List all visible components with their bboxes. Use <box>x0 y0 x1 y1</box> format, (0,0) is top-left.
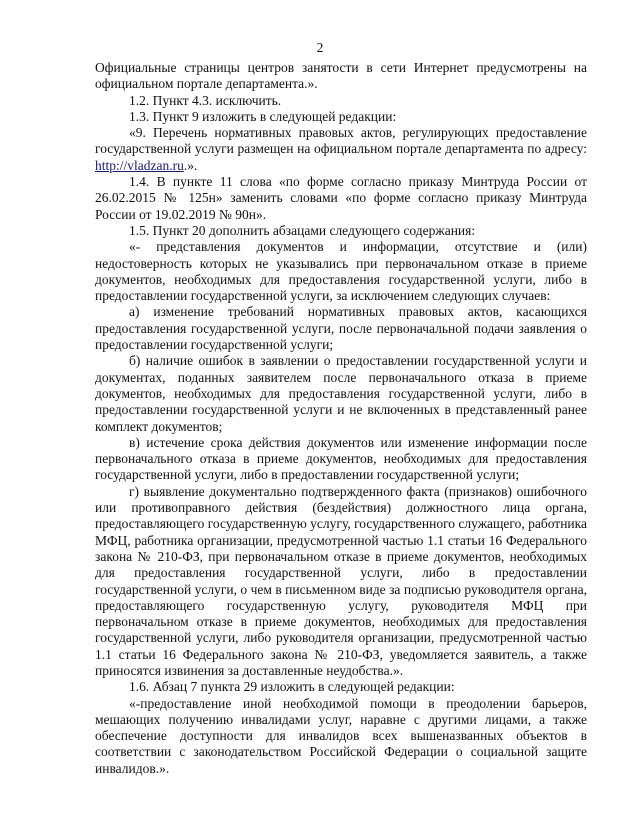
paragraph-case-b: б) наличие ошибок в заявлении о предоставлении государственной услуги и документах, поданных заявителем после первоначального отказа в приеме документов, необходимых для предоставления государственной услуги, либо в предоставлении государственной услуги и не включенных в представленный ранее комплект документов; <box>95 353 587 434</box>
item-9-suffix: .». <box>183 157 198 173</box>
paragraph-1-2: 1.2. Пункт 4.3. исключить. <box>129 92 282 108</box>
paragraph-case-v: в) истечение срока действия документов или изменение информации после первоначального отказа в приеме документов, необходимых для предоставления государственной услуги, либо в предоставлении государственной услуги; <box>95 434 587 483</box>
document-body <box>95 60 587 777</box>
paragraph-case-g: г) выявление документально подтвержденного факта (признаков) ошибочного или противоправного действия (бездействия) должностного лица органа, предоставляющего государственную услугу, государственного служащего, работника МФЦ, работника организации, предусмотренной частью 1.1 статьи 16 Федерального закона № 210-ФЗ, при первоначальном отказе в приеме документов, необходимых для предоставления государственной услуги, либо в предоставлении государственной услуги, о чем в письменном виде за подписью руководителя органа, предоставляющего государственную услугу, руководителя МФЦ при первоначальном отказе в приеме документов, необходимых для предоставления государственной услуги, либо руководителя организации, предусмотренной частью 1.1 статьи 16 Федерального закона № 210-ФЗ, уведомляется заявитель, а также приносятся извинения за доставленные неудобства.». <box>95 483 587 678</box>
paragraph-quote-start: «- представления документов и информации, отсутствие и (или) недостоверность которых не указывались при первоначальном отказе в приеме документов, необходимых для предоставления государственной услуги, либо в предоставлении государственной услуги, за исключением следующих случаев: <box>95 239 587 304</box>
paragraph-1-4: 1.4. В пункте 11 слова «по форме согласно приказу Минтруда России от 26.02.2015 № 125н» заменить словами «по форме согласно приказу Минтруда России от 19.02.2019 № 90н». <box>95 174 587 222</box>
paragraph-item-9 <box>95 125 587 174</box>
page-number: 2 <box>316 40 324 55</box>
paragraph-quote-accessibility: «-предоставление иной необходимой помощи в преодолении барьеров, мешающих получению инвалидами услуг, наравне с другими лицами, а также обеспечение доступности для инвалидов всех вышеназванных объектов в соответствии с законодательством Российской Федерации о социальной защите инвалидов.». <box>95 695 587 776</box>
item-9-text: «9. Перечень нормативных правовых актов, регулирующих предоставление государственной услуги размещен на официальном портале департамента по адресу: <box>95 125 587 157</box>
paragraph-continuation: Официальные страницы центров занятости в сети Интернет предусмотрены на официальном портале департамента.». <box>95 60 587 92</box>
paragraph-1-6: 1.6. Абзац 7 пункта 29 изложить в следующей редакции: <box>129 679 455 695</box>
vladzan-link[interactable]: http://vladzan.ru <box>95 157 184 173</box>
paragraph-1-5: 1.5. Пункт 20 дополнить абзацами следующего содержания: <box>129 222 476 238</box>
paragraph-1-3: 1.3. Пункт 9 изложить в следующей редакции: <box>129 108 397 124</box>
paragraph-case-a: а) изменение требований нормативных правовых актов, касающихся предоставления государственной услуги, после первоначальной подачи заявления о предоставлении государственной услуги; <box>95 304 587 353</box>
